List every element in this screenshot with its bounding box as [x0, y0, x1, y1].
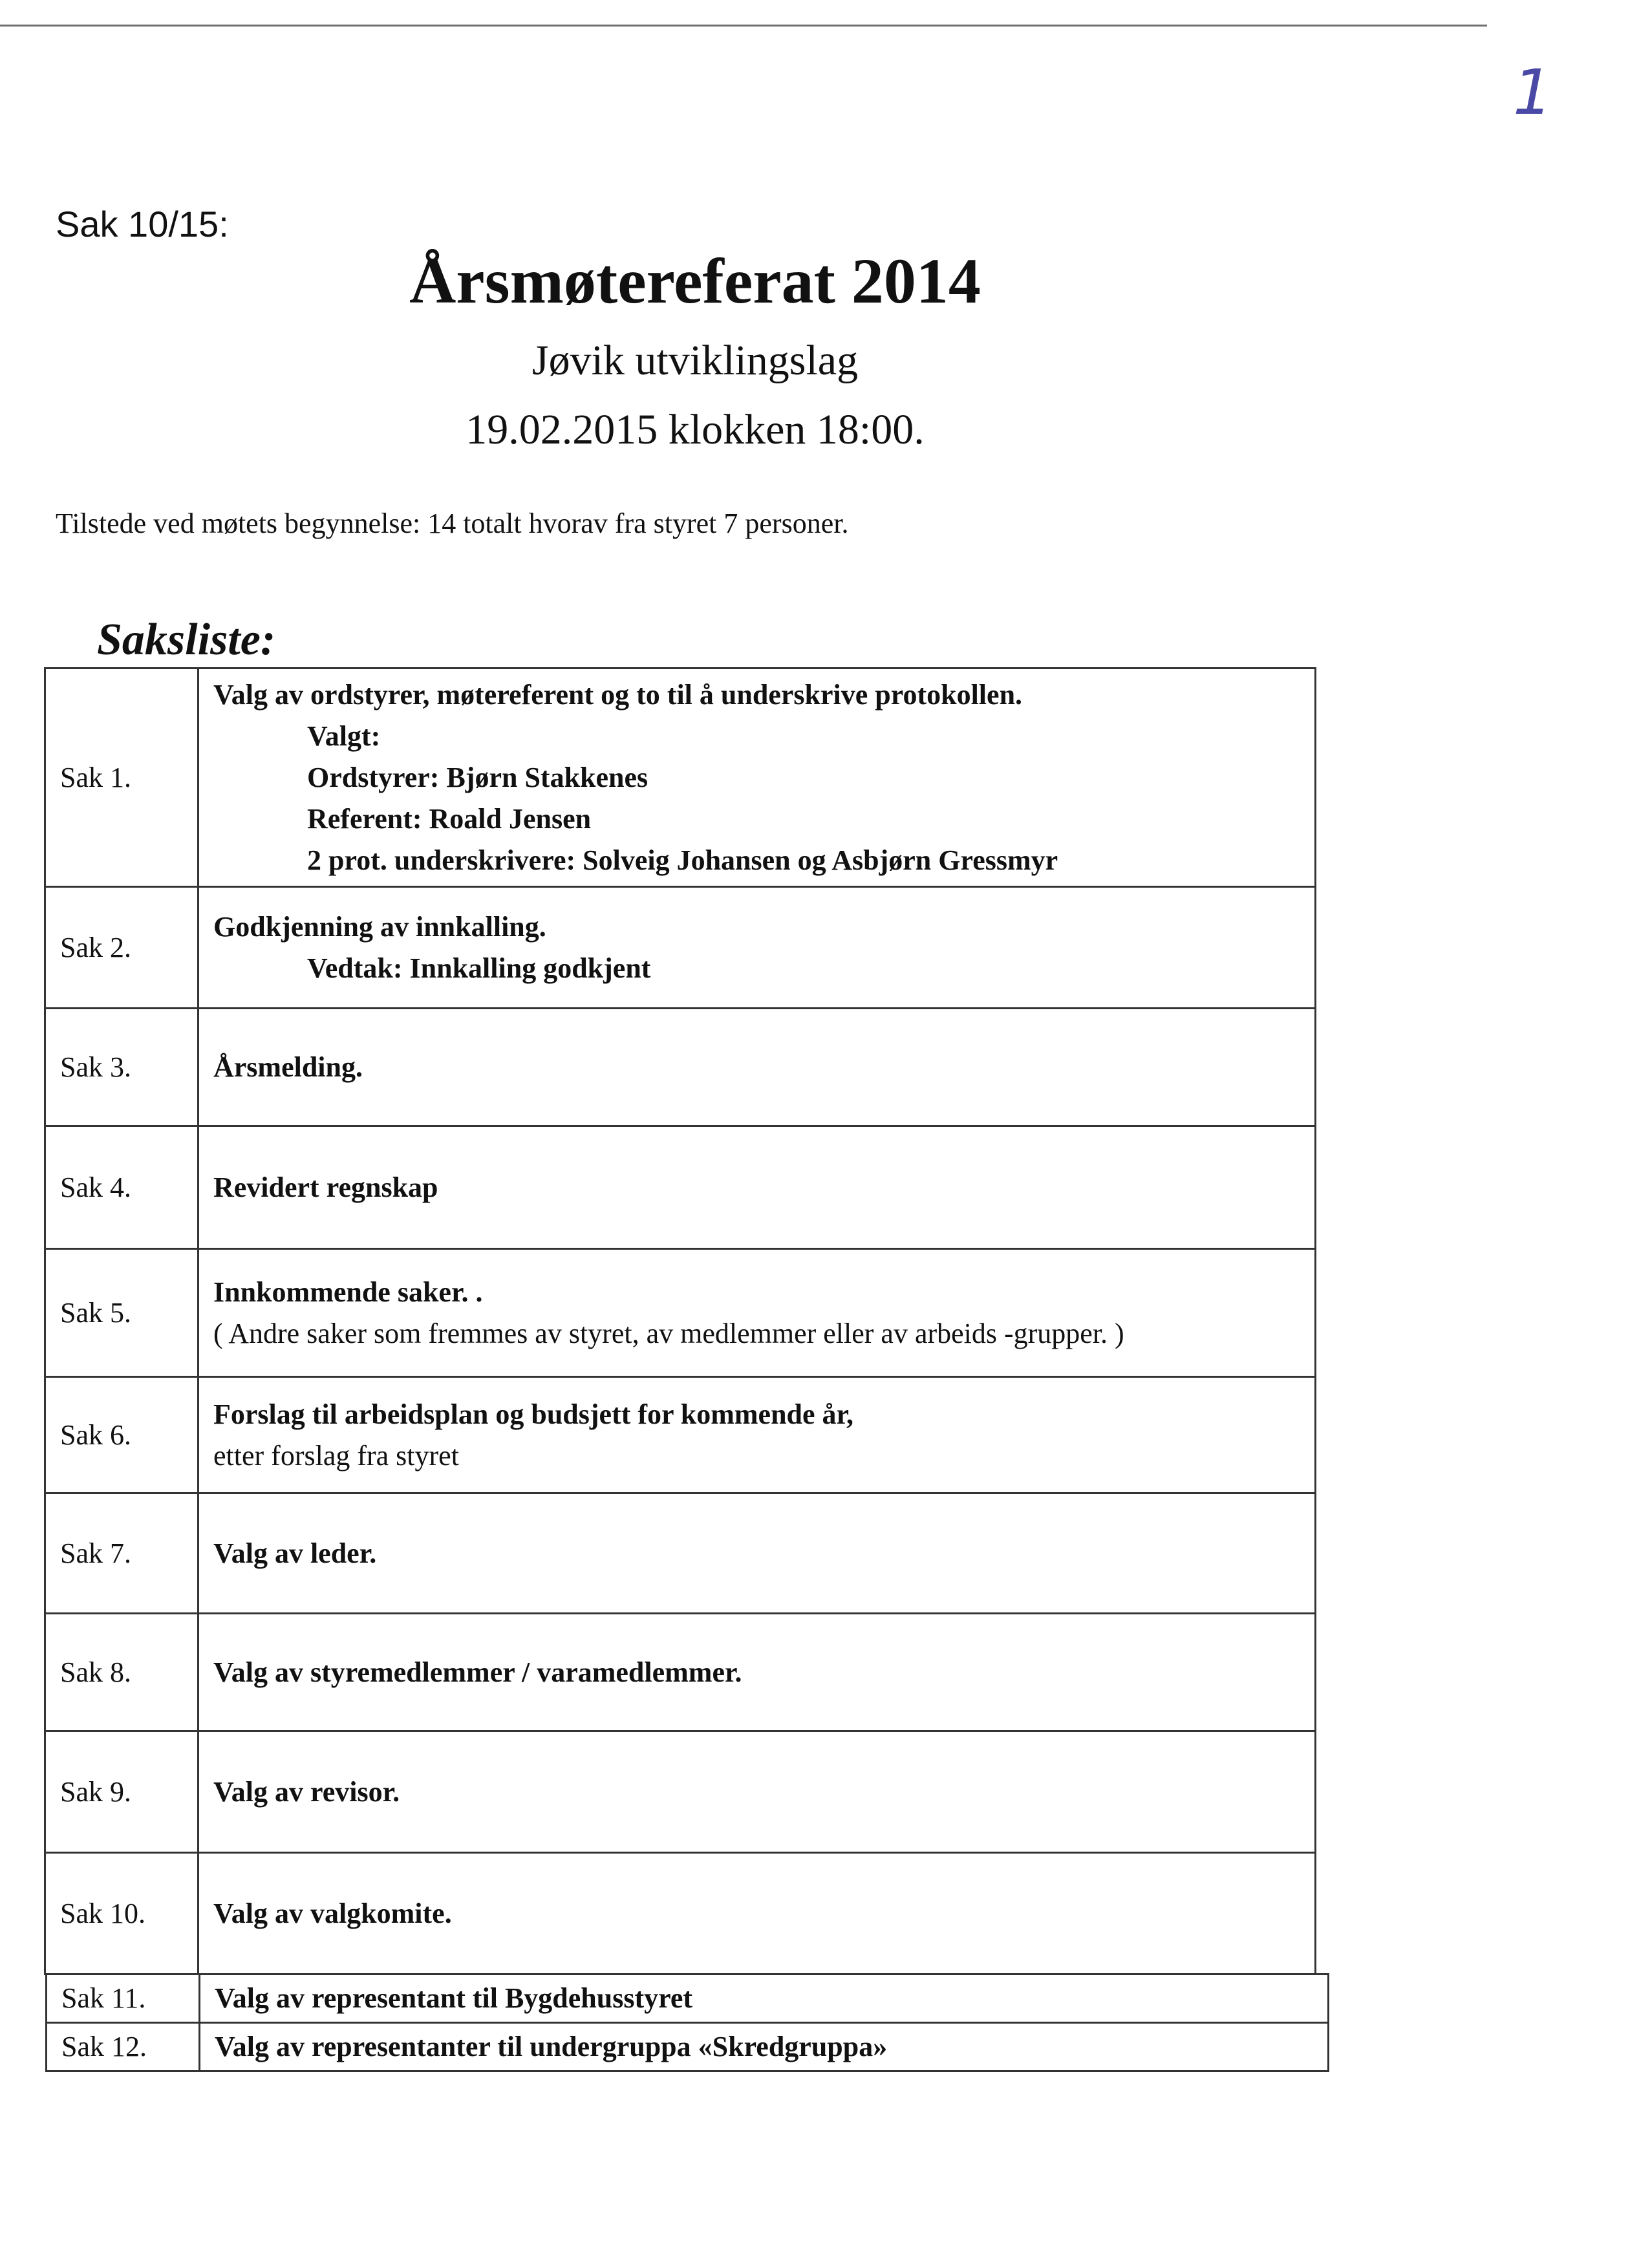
- agenda-line: Godkjenning av innkalling.: [213, 910, 546, 943]
- agenda-number: Sak 8.: [45, 1614, 198, 1731]
- agenda-number: Sak 5.: [45, 1249, 198, 1377]
- agenda-number: Sak 12.: [47, 2023, 200, 2071]
- agenda-text: [200, 2023, 1329, 2071]
- agenda-line: Valg av valgkomite.: [213, 1897, 452, 1929]
- agenda-line: Årsmelding.: [213, 1051, 363, 1083]
- agenda-number: Sak 6.: [45, 1377, 198, 1493]
- agenda-text: [198, 1853, 1316, 1974]
- agenda-text: [198, 1493, 1316, 1614]
- agenda-text: [198, 1377, 1316, 1493]
- agenda-line: Revidert regnskap: [213, 1171, 438, 1203]
- agenda-line: Valg av leder.: [213, 1537, 377, 1569]
- agenda-line: Valg av styremedlemmer / varamedlemmer.: [213, 1656, 742, 1688]
- agenda-row-sak-11: [47, 1974, 1329, 2023]
- agenda-row-sak-8: [45, 1614, 1316, 1731]
- agenda-line: Valg av revisor.: [213, 1775, 400, 1808]
- agenda-number: Sak 3.: [45, 1009, 198, 1126]
- agenda-text: [198, 669, 1316, 887]
- agenda-line: ( Andre saker som fremmes av styret, av medlemmer eller av arbeids -grupper. ): [213, 1317, 1124, 1349]
- agenda-line: etter forslag fra styret: [213, 1439, 459, 1471]
- top-border-line: [0, 25, 1487, 27]
- agenda-row-sak-6: [45, 1377, 1316, 1493]
- agenda-number: Sak 2.: [45, 887, 198, 1009]
- agenda-number: Sak 1.: [45, 669, 198, 887]
- agenda-line: Valg av ordstyrer, møtereferent og to til å underskrive protokollen.: [213, 678, 1023, 711]
- agenda-number: Sak 7.: [45, 1493, 198, 1614]
- organization-name: Jøvik utviklingslag: [531, 337, 859, 384]
- meeting-date-time: 19.02.2015 klokken 18:00.: [466, 406, 925, 453]
- agenda-number: Sak 4.: [45, 1126, 198, 1249]
- agenda-line: Referent: Roald Jensen: [307, 802, 592, 835]
- agenda-line: Valg av representant til Bygdehusstyret: [215, 1982, 693, 2014]
- document-title: Årsmøtereferat 2014: [409, 245, 981, 317]
- agenda-text: [198, 1614, 1316, 1731]
- agenda-text: [198, 1731, 1316, 1853]
- agenda-row-sak-7: [45, 1493, 1316, 1614]
- agenda-line: Ordstyrer: Bjørn Stakkenes: [307, 761, 648, 793]
- agenda-text: [200, 1974, 1329, 2023]
- agenda-row-sak-9: [45, 1731, 1316, 1853]
- agenda-row-sak-4: [45, 1126, 1316, 1249]
- agenda-row-sak-12: [47, 2023, 1329, 2071]
- agenda-line: 2 prot. underskrivere: Solveig Johansen og Asbjørn Gressmyr: [307, 844, 1058, 876]
- agenda-row-sak-3: [45, 1009, 1316, 1126]
- agenda-row-sak-10: [45, 1853, 1316, 1974]
- agenda-line: Valg av representanter til undergruppa «Skredgruppa»: [215, 2031, 888, 2062]
- agenda-text: [198, 1009, 1316, 1126]
- case-reference: Sak 10/15:: [56, 204, 229, 244]
- agenda-row-sak-1: [45, 669, 1316, 887]
- agenda-text: [198, 887, 1316, 1009]
- handwritten-page-number: 1: [1513, 56, 1553, 129]
- agenda-heading: Saksliste:: [97, 615, 276, 665]
- agenda-line: Forslag til arbeidsplan og budsjett for kommende år,: [213, 1398, 854, 1430]
- agenda-number: Sak 10.: [45, 1853, 198, 1974]
- agenda-text: [198, 1249, 1316, 1377]
- agenda-table: [44, 667, 1316, 1975]
- agenda-number: Sak 9.: [45, 1731, 198, 1853]
- agenda-line: Innkommende saker. .: [213, 1276, 483, 1308]
- agenda-line: Valgt:: [307, 720, 381, 752]
- attendance-line: Tilstede ved møtets begynnelse: 14 totalt hvorav fra styret 7 personer.: [56, 508, 849, 539]
- agenda-text: [198, 1126, 1316, 1249]
- agenda-line: Vedtak: Innkalling godkjent: [307, 952, 651, 984]
- agenda-table-continued: [45, 1973, 1329, 2072]
- agenda-row-sak-2: [45, 887, 1316, 1009]
- agenda-row-sak-5: [45, 1249, 1316, 1377]
- agenda-number: Sak 11.: [47, 1974, 200, 2023]
